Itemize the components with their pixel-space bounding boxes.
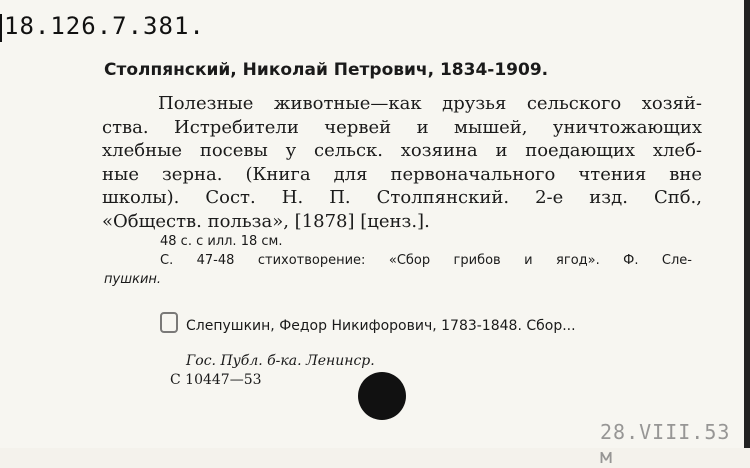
- date-stamp: 28.VIII.53 м: [600, 420, 731, 468]
- body-line: «Обществ. польза», [1878] [ценз.].: [102, 210, 430, 232]
- note-line: С. 47-48 стихотворение: «Сбор грибов и ягод». Ф. Сле-: [160, 253, 692, 268]
- body-line: хлебные посевы у сельск. хозяина и поедающих хлеб-: [102, 140, 702, 161]
- bracket-mark-icon: [160, 312, 178, 333]
- added-entry-text: Слепушкин, Федор Никифорович, 1783-1848. Сбор...: [186, 318, 576, 334]
- call-number: 18.126.7.381.: [4, 12, 205, 40]
- ink-stamp-dot: [358, 372, 406, 420]
- added-entry: [160, 312, 576, 334]
- holdings: [170, 352, 375, 390]
- collation-notes: [104, 232, 700, 289]
- body-line: ства. Истребители червей и мышей, уничтожающих: [102, 116, 702, 138]
- note-line: пушкин.: [104, 272, 162, 287]
- author-heading: Столпянский, Николай Петрович, 1834-1909.: [104, 60, 549, 80]
- body-line: школы). Сост. Н. П. Столпянский. 2-е изд. Спб.,: [102, 187, 702, 208]
- body-line: ные зерна. (Книга для первоначального чтения вне: [102, 163, 702, 185]
- body-line: Полезные животные—как друзья сельского хозяй-: [158, 93, 702, 114]
- library-name: Гос. Публ. б-ка. Ленинср.: [186, 353, 375, 369]
- shelfmark: С 10447—53: [170, 372, 262, 388]
- title-description: [102, 92, 702, 233]
- collation: 48 с. с илл. 18 см.: [160, 234, 283, 249]
